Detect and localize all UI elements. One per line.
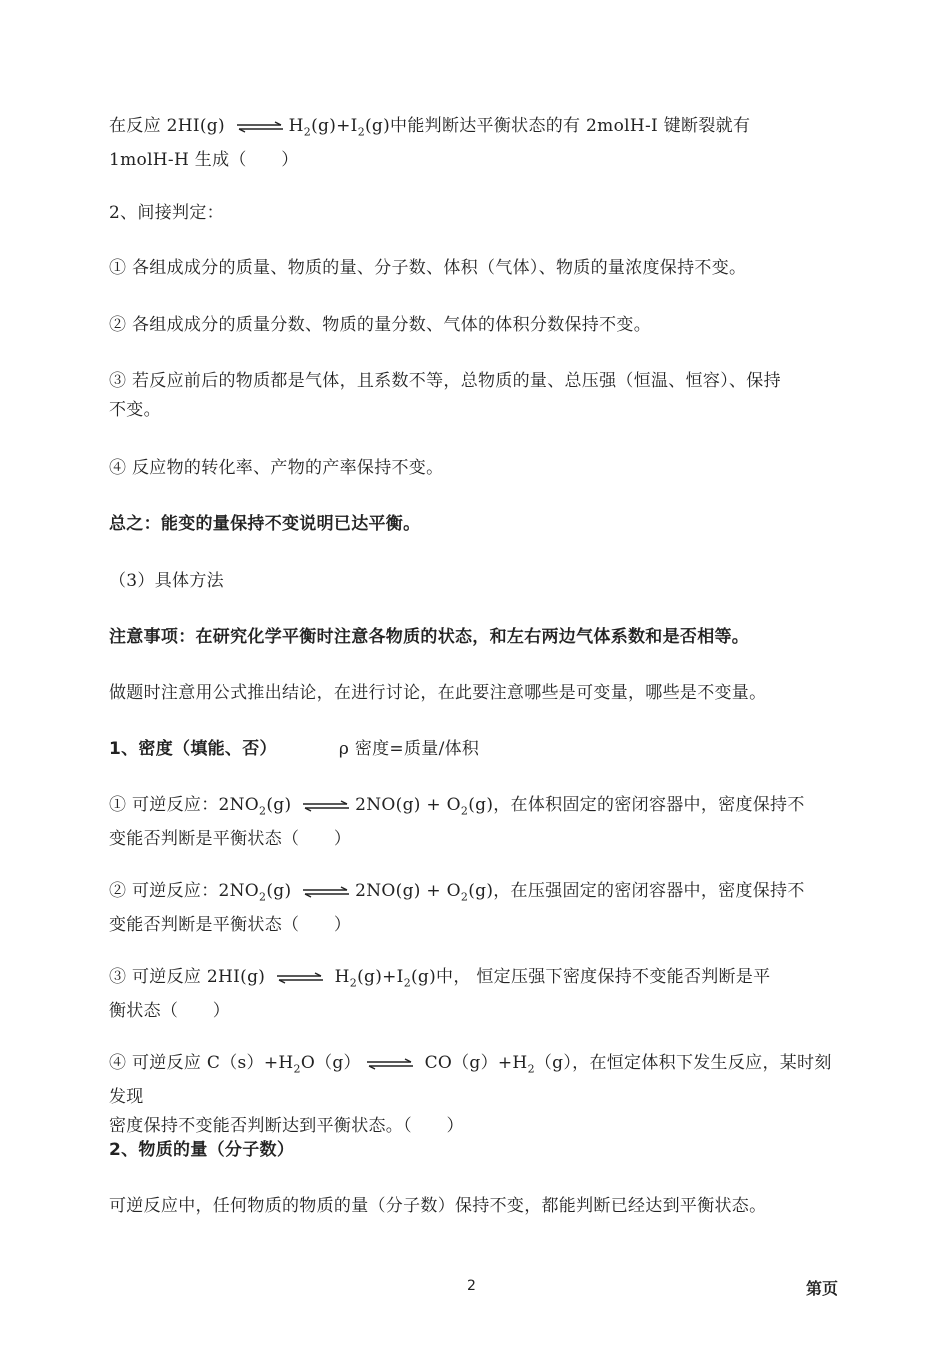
method-title: （3）具体方法 [109, 571, 224, 591]
note: 注意事项：在研究化学平衡时注意各物质的状态，和左右两边气体系数和是否相等。 [109, 627, 750, 647]
indirect-item-3: ③ 若反应前后的物质都是气体，且系数不等，总物质的量、总压强（恒温、恒容）、保持 不变。 [109, 371, 781, 420]
density-question-3: ③ 可逆反应 2HI(g) $H_2(g)+I_2(g)$中， 恒定压强下密度保持不变能否判断是平 衡状态（ ） [109, 967, 771, 1022]
equilibrium-arrow-icon [367, 1058, 413, 1070]
question-hi-bond-break: 在反应 2HI(g) $H_2(g)+I_2(g)$中能判断达平衡状态的有 2molH-I 键断裂就有 1molH-H 生成（ ） [109, 116, 751, 171]
indirect-item-2: ② 各组成成分的质量分数、物质的量分数、气体的体积分数保持不变。 [109, 315, 652, 335]
moles-title: 2、物质的量（分子数） [109, 1140, 295, 1160]
summary: 总之：能变的量保持不变说明已达平衡。 [109, 514, 421, 534]
tip: 做题时注意用公式推出结论，在进行讨论，在此要注意哪些是可变量，哪些是不变量。 [109, 683, 767, 703]
indirect-item-4: ④ 反应物的转化率、产物的产率保持不变。 [109, 458, 444, 478]
page-number: 2 [467, 1278, 476, 1294]
moles-text: 可逆反应中，任何物质的物质的量（分子数）保持不变，都能判断已经达到平衡状态。 [109, 1196, 767, 1216]
page-label: 第页 [806, 1279, 839, 1298]
density-heading [109, 735, 844, 764]
equilibrium-arrow-icon [237, 121, 283, 133]
equilibrium-arrow-icon [277, 972, 323, 984]
indirect-title: 2、间接判定： [109, 203, 224, 223]
density-question-2: ② 可逆反应：$2NO_2(g)$ $2NO(g) + O_2(g)$，在压强固定的密闭容器中，密度保持不 变能否判断是平衡状态（ ） [109, 881, 805, 936]
density-question-1: ① 可逆反应：$2NO_2(g)$ $2NO(g) + O_2(g)$，在体积固定的密闭容器中，密度保持不 变能否判断是平衡状态（ ） [109, 795, 805, 850]
density-formula: ρ 密度=质量/体积 [338, 739, 480, 759]
density-title: 1、密度（填能、否） [109, 739, 277, 759]
equilibrium-arrow-icon [303, 800, 349, 812]
equilibrium-arrow-icon [303, 886, 349, 898]
indirect-item-1: ① 各组成成分的质量、物质的量、分子数、体积（气体）、物质的量浓度保持不变。 [109, 258, 747, 278]
density-question-4: ④ 可逆反应 $C(s)+H_2O(g)$ $CO(g)+H_2(g)$，在恒定体积下发生反应，某时刻发现 密度保持不变能否判断达到平衡状态。（ ） [109, 1053, 832, 1137]
